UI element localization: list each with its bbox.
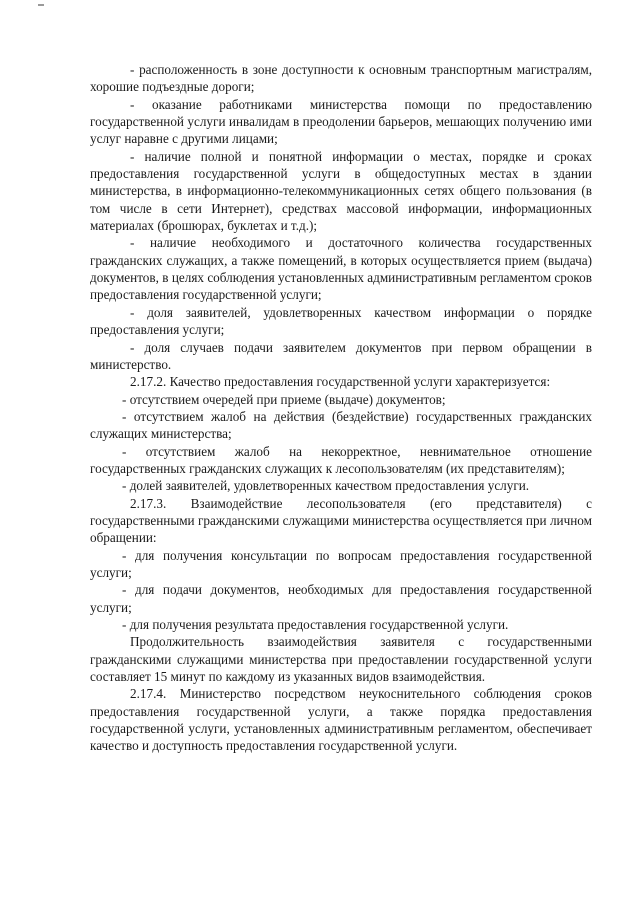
paragraph-info-satisfaction-share: - доля заявителей, удовлетворенных качеством информации о порядке предоставления услуги;	[90, 304, 592, 338]
paragraph-section-2-17-3: 2.17.3. Взаимодействие лесопользователя (его представителя) с государственными гражданскими служащими министерства осуществляется при личном обращении:	[90, 495, 592, 546]
paragraph-no-queues: - отсутствием очередей при приеме (выдаче) документов;	[122, 391, 446, 407]
paragraph-service-satisfaction-share: - долей заявителей, удовлетворенных качеством предоставления услуги.	[122, 478, 530, 494]
paragraph-consultation: - для получения консультации по вопросам предоставления государственной услуги;	[90, 547, 592, 580]
paragraph-interaction-duration: Продолжительность взаимодействия заявителя с государственными гражданскими служащими министерства при предоставлении государственной услуги составляет 15 минут по каждому из указанных видов взаимодействия.	[90, 634, 592, 685]
scan-speck	[38, 4, 44, 6]
paragraph-transport-access: - расположенность в зоне доступности к основным транспортным магистралям, хорошие подъездные дороги;	[90, 62, 592, 95]
paragraph-disabled-assistance: - оказание работниками министерства помощи по предоставлению государственной услуги инвалидам в преодолении барьеров, мешающих получению ими услуг наравне с другими лицами;	[90, 96, 592, 147]
paragraph-section-2-17-2: 2.17.2. Качество предоставления государственной услуги характеризуется:	[130, 374, 551, 390]
paragraph-information-availability: - наличие полной и понятной информации о местах, порядке и сроках предоставления государственной услуги в общедоступных местах в здании министерства, в информационно-телекоммуникационных сетях общего пользования (в том числе в сети Интернет), средствах массовой информации, информационных материалах (брошюрах, буклетах и т.д.);	[90, 148, 592, 234]
paragraph-staff-and-premises: - наличие необходимого и достаточного количества государственных гражданских служащих, а также помещений, в которых осуществляется прием (выдача) документов, в целях соблюдения установленных административным регламентом сроков предоставления государственной услуги;	[90, 235, 592, 303]
paragraph-result-receipt: - для получения результата предоставления государственной услуги.	[122, 617, 509, 632]
paragraph-section-2-17-4: 2.17.4. Министерство посредством неукоснительного соблюдения сроков предоставления государственной услуги, а также порядка предоставления государственной услуги, установленных административным регламентом, обеспечивает качество и доступность предоставления государственной услуги.	[90, 686, 592, 754]
paragraph-document-submission: - для подачи документов, необходимых для предоставления государственной услуги;	[90, 582, 592, 615]
document-body	[90, 61, 592, 755]
paragraph-no-complaints-attitude: - отсутствием жалоб на некорректное, невнимательное отношение государственных гражданских служащих к лесопользователям (их представителям);	[90, 443, 592, 476]
paragraph-first-submission-share: - доля случаев подачи заявителем документов при первом обращении в министерство.	[90, 339, 592, 372]
paragraph-no-complaints-actions: - отсутствием жалоб на действия (бездействие) государственных гражданских служащих министерства;	[90, 408, 592, 442]
